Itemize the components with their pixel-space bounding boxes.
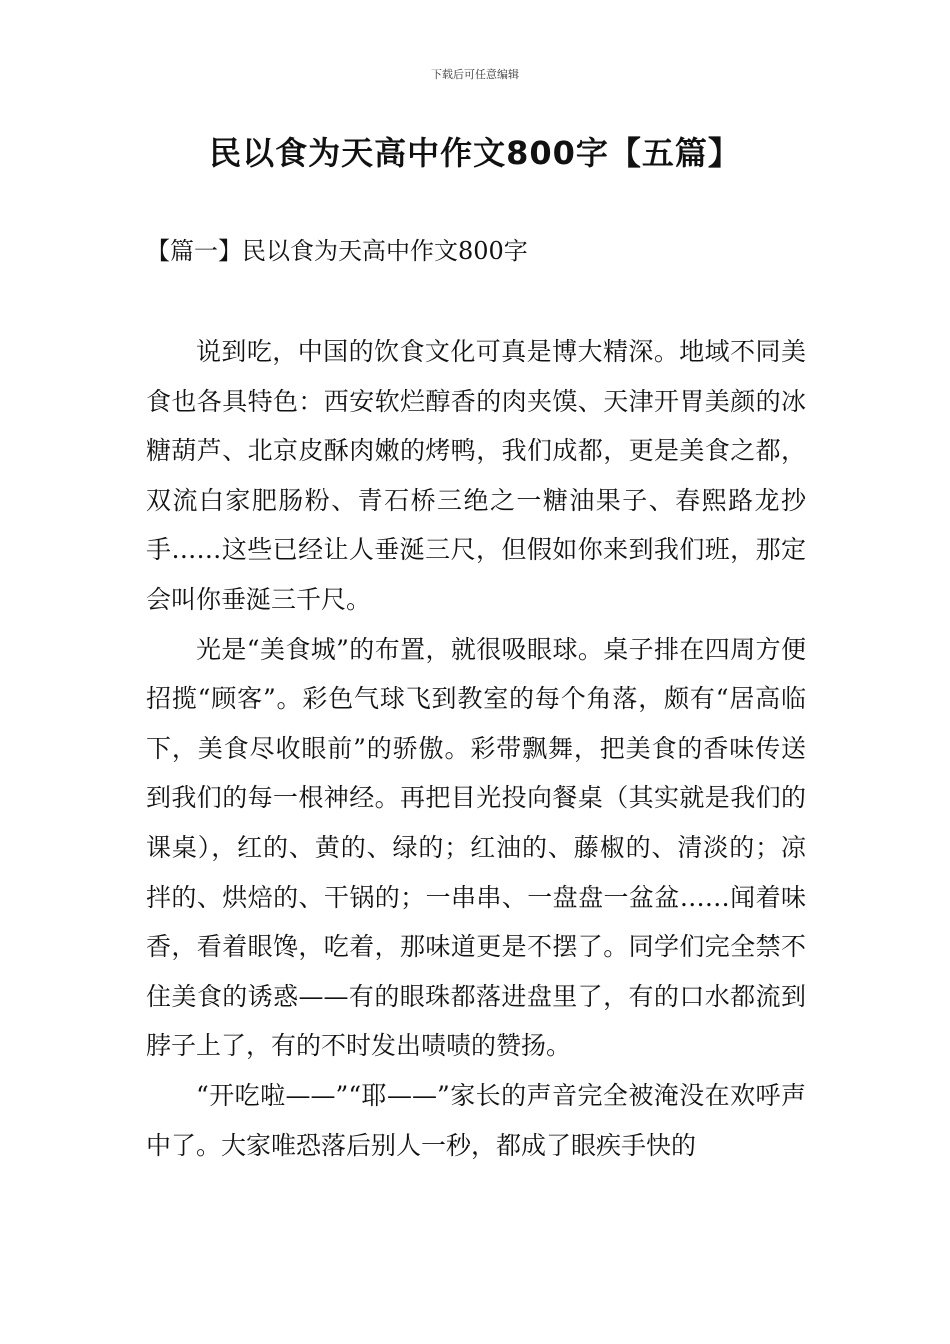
section-heading: 【篇一】民以食为天高中作文800字: [146, 237, 528, 265]
page-header-note: 下载后可任意编辑: [431, 68, 519, 81]
document-title: 民以食为天高中作文800字【五篇】: [209, 134, 741, 172]
paragraph-1: 说到吃，中国的饮食文化可真是博大精深。地域不同美食也各具特色：西安软烂醇香的肉夹馍、天津开胃美颜的冰糖葫芦、北京皮酥肉嫩的烤鸭，我们成都，更是美食之都，双流白家肥肠粉、青石桥三绝之一糖油果子、春熙路龙抄手……这些已经让人垂涎三尺，但假如你来到我们班，那定会叫你垂涎三千尺。: [146, 337, 806, 614]
article-body: [146, 327, 806, 1170]
paragraph-2: 光是“美食城”的布置，就很吸眼球。桌子排在四周方便招揽“顾客”。彩色气球飞到教室的每个角落，颇有“居高临下，美食尽收眼前”的骄傲。彩带飘舞，把美食的香味传送到我们的每一根神经。再把目光投向餐桌（其实就是我们的课桌），红的、黄的、绿的；红油的、藤椒的、清淡的；凉拌的、烘焙的、干锅的；一串串、一盘盘一盆盆……闻着味香，看着眼馋，吃着，那味道更是不摆了。同学们完全禁不住美食的诱惑——有的眼珠都落进盘里了，有的口水都流到脖子上了，有的不时发出啧啧的赞扬。: [146, 634, 806, 1061]
paragraph-3: “开吃啦——”“耶——”家长的声音完全被淹没在欢呼声中了。大家唯恐落后别人一秒，都成了眼疾手快的: [146, 1080, 806, 1160]
